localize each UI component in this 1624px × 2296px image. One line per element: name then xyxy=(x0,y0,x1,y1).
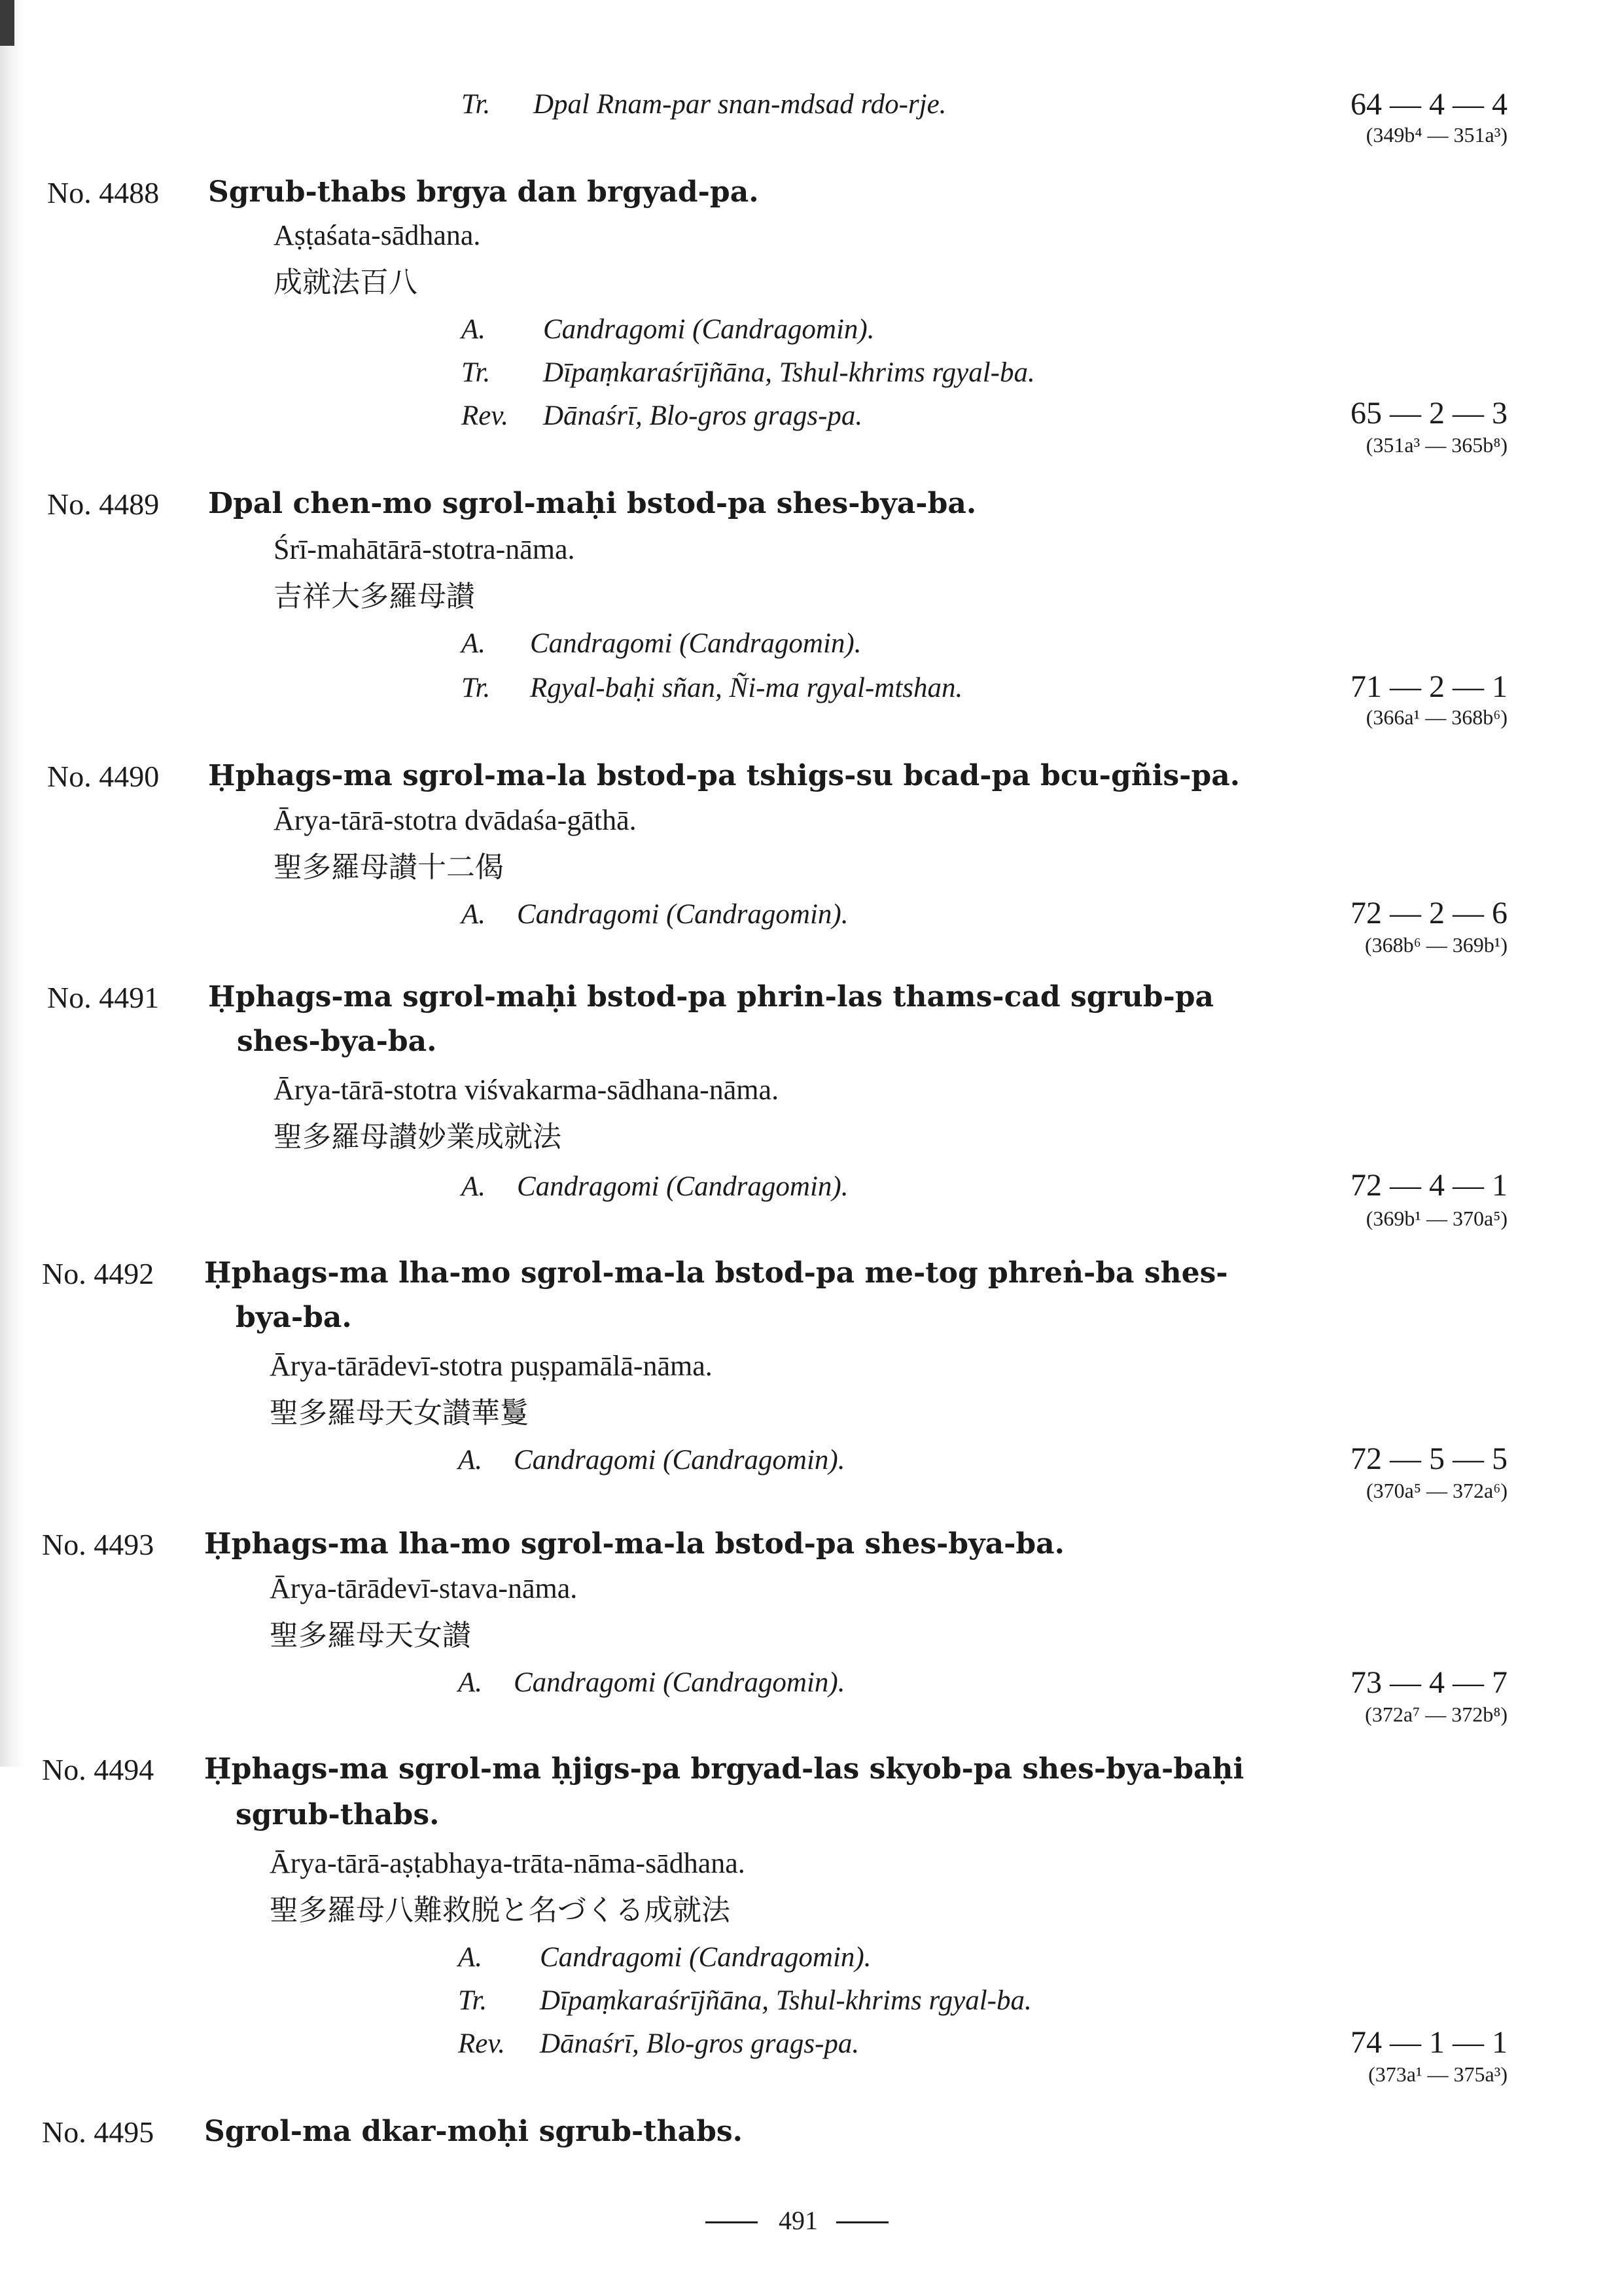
folio-range: (349b⁴ — 351a³) xyxy=(1366,123,1508,147)
credit-role: Tr. xyxy=(458,1985,487,2016)
credit-role: A. xyxy=(458,1445,483,1475)
credit-names: Candragomi (Candragomin). xyxy=(514,1667,845,1698)
credit-role: A. xyxy=(461,314,486,345)
credit-role: A. xyxy=(461,1171,486,1202)
page-number: 491 xyxy=(779,2206,818,2235)
credit-names: Dānaśrī, Blo-gros grags-pa. xyxy=(540,2028,860,2059)
folio-right-rule xyxy=(836,2221,889,2223)
folio-left-rule xyxy=(705,2221,758,2223)
folio-range: (370a⁵ — 372a⁶) xyxy=(1366,1479,1508,1502)
volume-location: 74 — 1 — 1 xyxy=(1350,2025,1508,2060)
sanskrit-title: Aṣṭaśata-sādhana. xyxy=(274,219,481,251)
credit-role: Tr. xyxy=(461,89,491,120)
entry-number: No. 4490 xyxy=(47,760,160,793)
chinese-title: 聖多羅母天女讃華鬘 xyxy=(270,1396,529,1430)
entry-number: No. 4491 xyxy=(47,981,160,1014)
credit-role: Tr. xyxy=(461,673,491,703)
credit-role: Rev. xyxy=(461,400,508,431)
tibetan-title: Sgrub-thabs brgya dan brgyad-pa. xyxy=(208,175,759,209)
tibetan-title: Ḥphags-ma sgrol-maḥi bstod-pa phrin-las thams-cad sgrub-pa xyxy=(208,980,1214,1014)
folio-range: (351a³ — 365b⁸) xyxy=(1366,433,1508,457)
credit-names: Rgyal-baḥi sñan, Ñi-ma rgyal-mtshan. xyxy=(530,673,963,703)
credit-role: Rev. xyxy=(458,2028,505,2059)
tibetan-title-continued: bya-ba. xyxy=(236,1301,352,1334)
folio-range: (373a¹ — 375a³) xyxy=(1368,2062,1508,2086)
entry-number: No. 4489 xyxy=(47,487,160,521)
tibetan-title-continued: shes-bya-ba. xyxy=(237,1025,437,1058)
folio-range: (366a¹ — 368b⁶) xyxy=(1366,705,1508,729)
credit-names: Dīpaṃkaraśrījñāna, Tshul-khrims rgyal-ba. xyxy=(540,1985,1032,2016)
entry-number: No. 4492 xyxy=(42,1257,154,1290)
volume-location: 72 — 2 — 6 xyxy=(1350,896,1508,930)
credit-names: Dānaśrī, Blo-gros grags-pa. xyxy=(543,400,863,431)
credit-names: Dīpaṃkaraśrījñāna, Tshul-khrims rgyal-ba. xyxy=(543,357,1035,388)
volume-location: 65 — 2 — 3 xyxy=(1350,396,1508,431)
credit-names: Candragomi (Candragomin). xyxy=(530,628,862,659)
sanskrit-title: Ārya-tārā-stotra viśvakarma-sādhana-nāma. xyxy=(274,1074,779,1106)
sanskrit-title: Ārya-tārā-aṣṭabhaya-trāta-nāma-sādhana. xyxy=(270,1847,745,1879)
credit-role: A. xyxy=(458,1942,483,1973)
credit-names: Dpal Rnam-par snan-mdsad rdo-rje. xyxy=(533,89,947,120)
credit-role: A. xyxy=(461,899,486,930)
volume-location: 72 — 5 — 5 xyxy=(1350,1441,1508,1476)
entry-number: No. 4493 xyxy=(42,1528,154,1561)
scan-corner-mark xyxy=(0,0,14,46)
chinese-title: 聖多羅母讃妙業成就法 xyxy=(274,1120,561,1154)
tibetan-title: Dpal chen-mo sgrol-maḥi bstod-pa shes-bya-ba. xyxy=(208,487,977,520)
entry-number: No. 4494 xyxy=(42,1753,154,1786)
chinese-title: 聖多羅母八難救脱と名づくる成就法 xyxy=(270,1894,730,1927)
tibetan-title: Ḥphags-ma lha-mo sgrol-ma-la bstod-pa shes-bya-ba. xyxy=(204,1527,1065,1561)
volume-location: 73 — 4 — 7 xyxy=(1350,1665,1508,1700)
credit-role: A. xyxy=(461,628,486,659)
entry-number: No. 4495 xyxy=(42,2115,154,2149)
credit-names: Candragomi (Candragomin). xyxy=(517,899,849,930)
chinese-title: 成就法百八 xyxy=(274,266,417,299)
credit-names: Candragomi (Candragomin). xyxy=(514,1445,845,1475)
tibetan-title-continued: sgrub-thabs. xyxy=(236,1798,440,1831)
chinese-title: 聖多羅母讃十二偈 xyxy=(274,851,504,884)
tibetan-title: Ḥphags-ma sgrol-ma ḥjigs-pa brgyad-las skyob-pa shes-bya-baḥi xyxy=(204,1752,1244,1786)
entry-number: No. 4488 xyxy=(47,176,160,209)
volume-location: 72 — 4 — 1 xyxy=(1350,1168,1508,1203)
credit-role: A. xyxy=(458,1667,483,1698)
sanskrit-title: Ārya-tārādevī-stotra puṣpamālā-nāma. xyxy=(270,1350,713,1382)
sanskrit-title: Ārya-tārādevī-stava-nāma. xyxy=(270,1572,578,1604)
credit-names: Candragomi (Candragomin). xyxy=(543,314,875,345)
volume-location: 71 — 2 — 1 xyxy=(1350,669,1508,704)
sanskrit-title: Śrī-mahātārā-stotra-nāma. xyxy=(274,533,575,565)
chinese-title: 聖多羅母天女讃 xyxy=(270,1619,471,1652)
tibetan-title: Ḥphags-ma lha-mo sgrol-ma-la bstod-pa me-tog phreṅ-ba shes- xyxy=(204,1256,1228,1290)
credit-role: Tr. xyxy=(461,357,491,388)
folio-range: (368b⁶ — 369b¹) xyxy=(1364,933,1508,957)
chinese-title: 吉祥大多羅母讃 xyxy=(274,580,475,613)
folio-range: (372a⁷ — 372b⁸) xyxy=(1365,1703,1508,1726)
scan-shadow-edge xyxy=(0,0,25,1767)
tibetan-title: Sgrol-ma dkar-moḥi sgrub-thabs. xyxy=(204,2115,743,2148)
credit-names: Candragomi (Candragomin). xyxy=(517,1171,849,1202)
volume-location: 64 — 4 — 4 xyxy=(1350,87,1508,122)
sanskrit-title: Ārya-tārā-stotra dvādaśa-gāthā. xyxy=(274,804,637,836)
folio-range: (369b¹ — 370a⁵) xyxy=(1366,1207,1508,1230)
tibetan-title: Ḥphags-ma sgrol-ma-la bstod-pa tshigs-su bcad-pa bcu-gñis-pa. xyxy=(208,759,1241,792)
credit-names: Candragomi (Candragomin). xyxy=(540,1942,872,1973)
